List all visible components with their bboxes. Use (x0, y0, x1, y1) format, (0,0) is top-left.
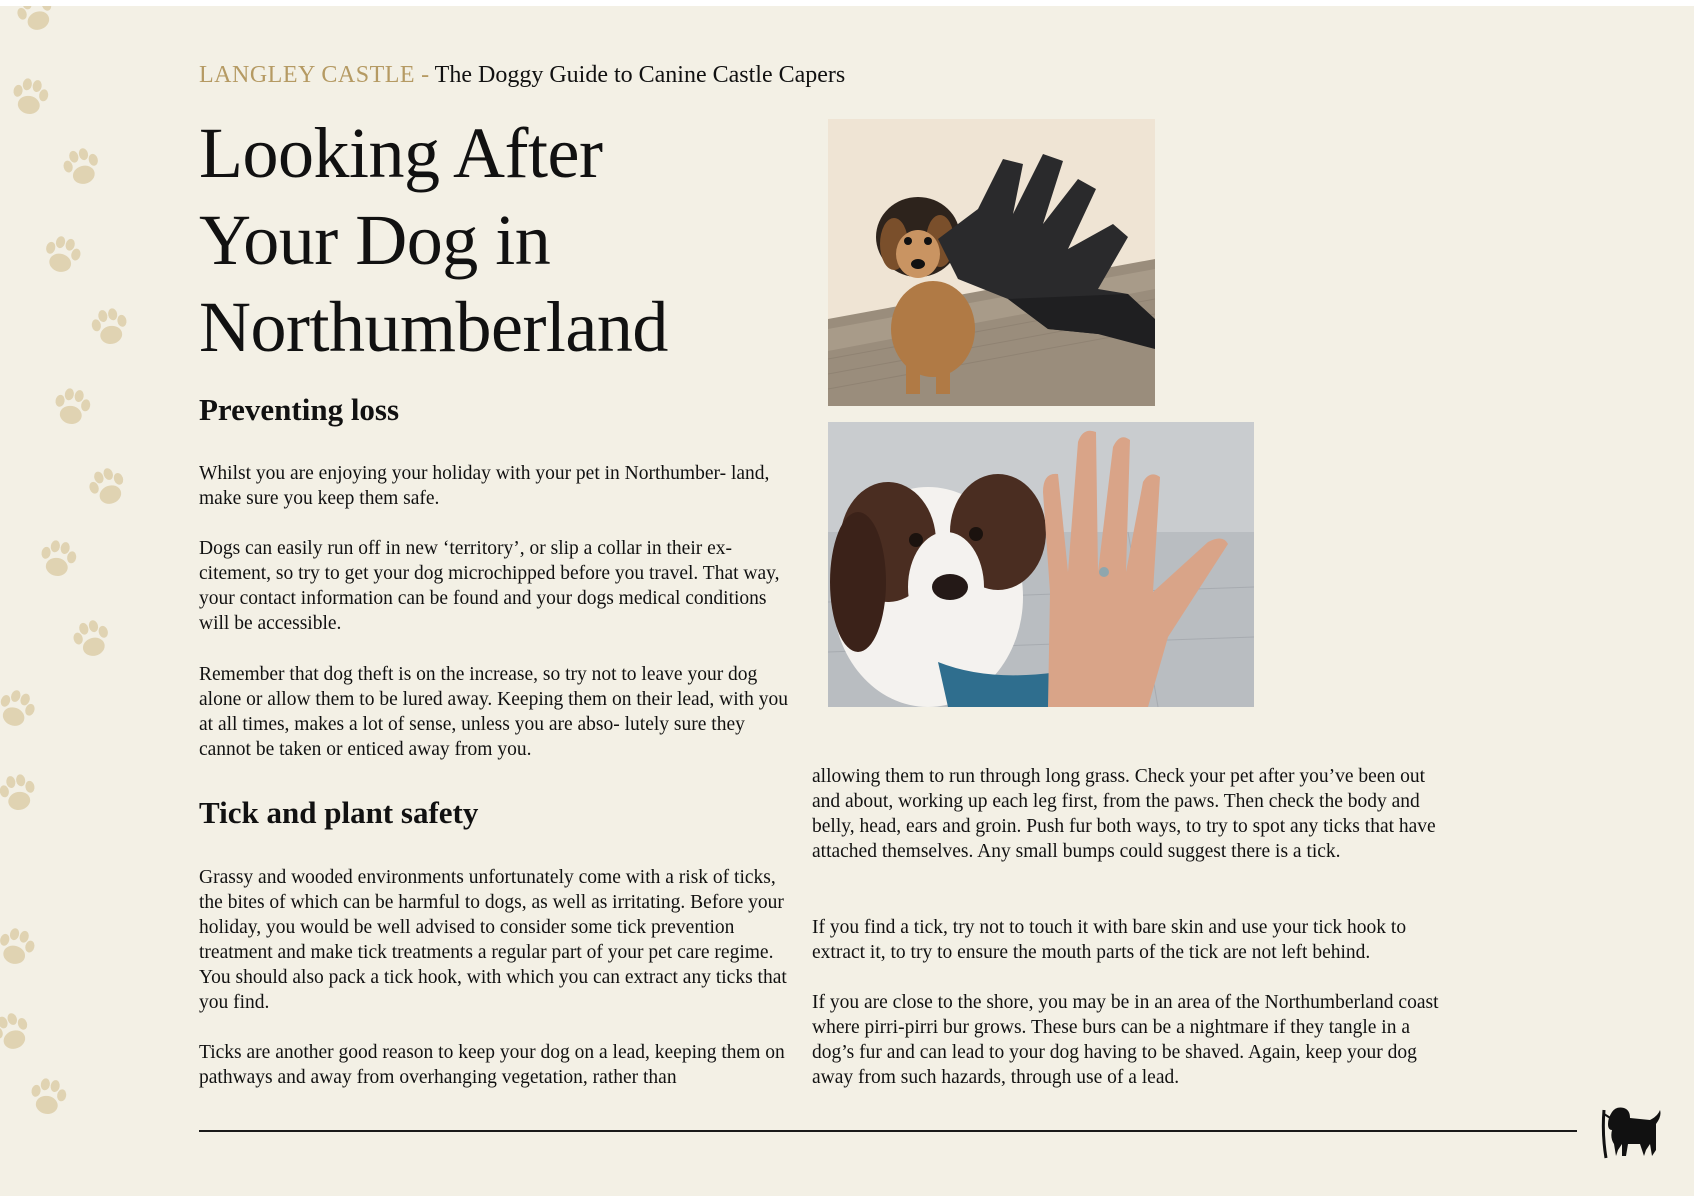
paragraph-loss-2: Dogs can easily run off in new ‘territory’, or slip a collar in their ex- citement, so try to get your dog microchipped before you travel. That way, your contact information can be found and your dogs medical conditions will be accessible. (199, 538, 780, 634)
paragraph-tick-2: Ticks are another good reason to keep your dog on a lead, keeping them on pathways and away from overhanging vegetation, rather than (199, 1042, 785, 1088)
footer-rule (199, 1130, 1577, 1132)
paragraph-tick-5: If you are close to the shore, you may be in an area of the Northumberland coast where pirri-pirri bur grows. These burs can be a nightmare if they tangle in a dog’s fur and can lead to your dog having to be shaved. Again, keep your dog away from such hazards, through use of a lead. (812, 992, 1439, 1088)
paragraph-tick-1: Grassy and wooded environments unfortunately come with a risk of ticks, the bites of which can be harmful to dogs, as well as irritating. Before your holiday, you would be well advised to consider some tick prevention treatment and make tick treatments a regular part of your pet care regime. You should also pack a tick hook, with which you can extract any ticks that you find. (199, 867, 787, 1013)
paragraph-loss-3: Remember that dog theft is on the increase, so try not to leave your dog alone or allow them to be lured away. Keeping them on their lead, with you at all times, makes a lot of sense, unless you are abso- lutely sure they cannot be taken or enticed away from you. (199, 664, 788, 760)
paragraph-tick-3: allowing them to run through long grass. Check your pet after you’ve been out and about, working up each leg first, from the paws. Then check the body and belly, head, ears and groin. Push fur both ways, to try to spot any ticks that have attached themselves. Any small bumps could suggest there is a tick. (812, 766, 1436, 862)
paw-print-icon (33, 535, 84, 586)
paw-print-icon (0, 1005, 40, 1061)
paw-print-icon (65, 613, 119, 667)
paw-print-icon (55, 141, 109, 195)
heading-preventing-loss: Preventing loss (199, 392, 400, 427)
photo-spaniel-palm-tick (828, 422, 1254, 707)
paw-print-icon (23, 1073, 74, 1124)
heading-tick-plant-safety: Tick and plant safety (199, 795, 479, 830)
title-line-3: Northumberland (199, 287, 668, 367)
paw-print-icon (47, 383, 98, 434)
castle-name: LANGLEY CASTLE (199, 62, 416, 88)
paw-print-icon (35, 229, 89, 283)
paw-print-icon (0, 682, 44, 738)
title-line-1: Looking After (199, 113, 603, 193)
header-separator: - (421, 62, 430, 88)
paw-print-icon (0, 769, 43, 820)
paw-print-icon (85, 303, 136, 354)
paragraph-tick-4: If you find a tick, try not to touch it with bare skin and use your tick hook to extract it, to try to ensure the mouth parts of the tick are not left behind. (812, 917, 1407, 963)
paw-print-icon (5, 73, 56, 124)
paw-print-icon (8, 6, 64, 42)
photo-puppy-gloved-hand (828, 119, 1155, 406)
brochure-page (0, 6, 1694, 1196)
page-title (199, 110, 799, 371)
paw-print-trail (0, 6, 150, 1196)
title-line-2: Your Dog in (199, 200, 551, 280)
running-header (199, 62, 845, 89)
paw-print-icon (80, 460, 136, 516)
paragraph-loss-1: Whilst you are enjoying your holiday with your pet in Northumber- land, make sure you keep them safe. (199, 463, 770, 509)
guide-title: The Doggy Guide to Canine Castle Capers (434, 62, 846, 88)
paw-print-icon (0, 921, 43, 975)
dog-on-lead-icon (1600, 1104, 1662, 1162)
